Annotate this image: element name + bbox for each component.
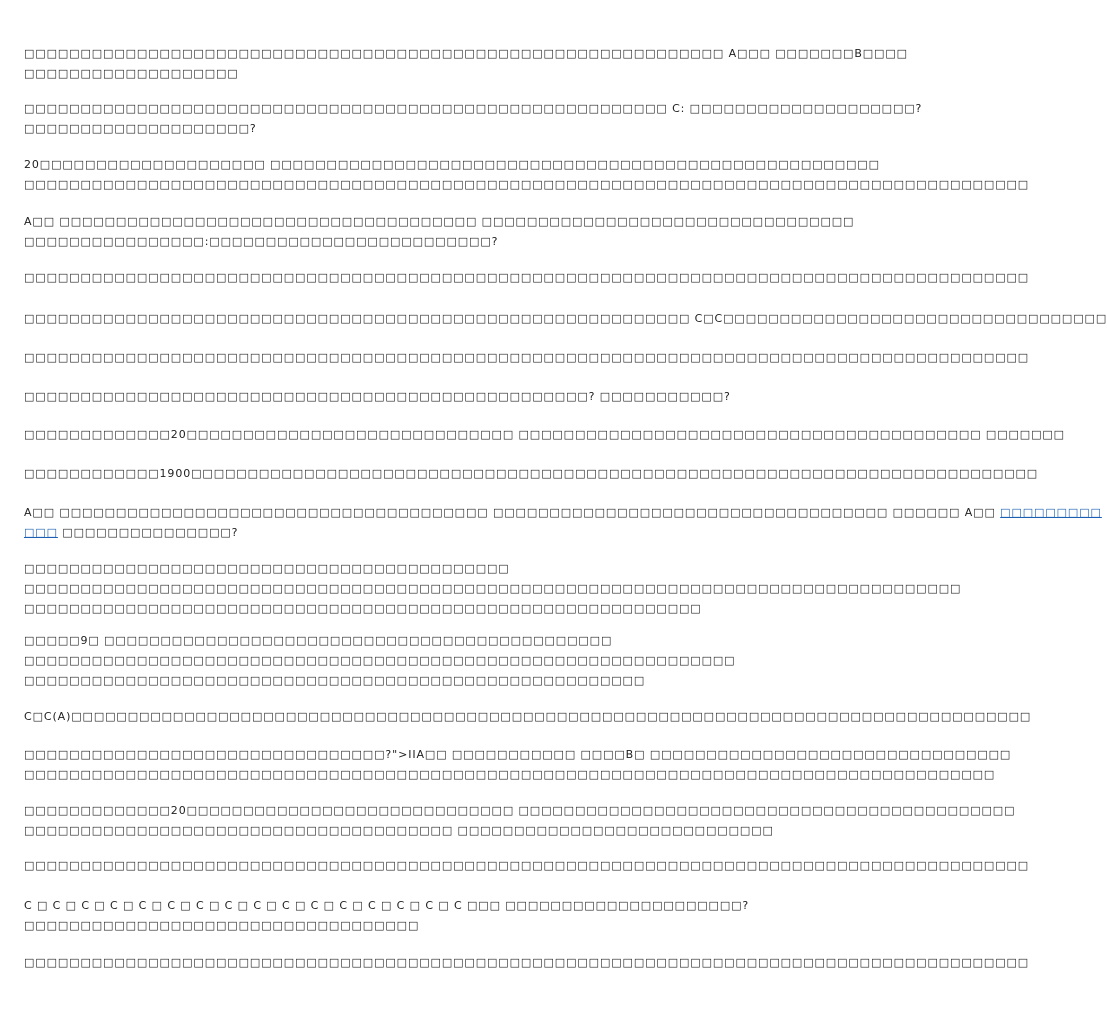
paragraph <box>24 503 1102 543</box>
text-line: □□□□□□□□□□□□□□□□□□□□□□□□□□□□□□□□□□□□□□ □□□□□□□□□□□□□□□□□□□□□□□□□□□□ <box>24 824 774 837</box>
paragraph <box>24 801 1016 841</box>
paragraph <box>24 856 1030 876</box>
paragraph <box>24 559 962 619</box>
inline-link-continued[interactable]: □□□ <box>24 526 58 539</box>
text-line: A□□ □□□□□□□□□□□□□□□□□□□□□□□□□□□□□□□□□□□□□ □□□□□□□□□□□□□□□□□□□□□□□□□□□□□□□□□ <box>24 215 855 228</box>
paragraph <box>24 631 736 691</box>
text-line: □□□□□□□□□□□□□□□□□□□□□□□□□□□□□□□□□□□□□□□□□□□□□□□□□□□□□□□□□□□□□□□□□□□□□□□□□□□□□□□□□□□□□□□□□ <box>24 956 1030 969</box>
text-line: □□□□□□□□□□□□□□□□□□□□□□□□□□□□□□□□□□□□□□□□□□□□□□□□□□? □□□□□□□□□□□? <box>24 390 731 403</box>
text-line: 20□□□□□□□□□□□□□□□□□□□□ □□□□□□□□□□□□□□□□□□□□□□□□□□□□□□□□□□□□□□□□□□□□□□□□□□□□□□ <box>24 158 880 171</box>
text-line: □□□□□□□□□□□□□20□□□□□□□□□□□□□□□□□□□□□□□□□□□□□ □□□□□□□□□□□□□□□□□□□□□□□□□□□□□□□□□□□□□□□□□□□□ <box>24 804 1016 817</box>
paragraph <box>24 212 855 252</box>
text-line: □□□□□□□□□□□□□□□□□□□□□□□□□□□□□□□□□□□ <box>24 919 420 932</box>
text-line <box>24 503 1102 523</box>
text-line: C □ C □ C □ C □ C □ C □ C □ C □ C □ C □ C □ C □ C □ C □ C □ C □□□ □□□□□□□□□□□□□□□□□□□□□? <box>24 899 750 912</box>
text-line: □□□□□□□□□□□□□□□□□□□□□□□□□□□□□□□□?">IIA□□ □□□□□□□□□□□ □□□□B□ □□□□□□□□□□□□□□□□□□□□□□□□□□□□□□□□ <box>24 748 1012 761</box>
paragraph <box>24 268 1030 288</box>
text-line: □□□□□□□□□□□□□20□□□□□□□□□□□□□□□□□□□□□□□□□□□□□ □□□□□□□□□□□□□□□□□□□□□□□□□□□□□□□□□□□□□□□□□ □□□□□□□ <box>24 428 1065 441</box>
paragraph <box>24 464 1039 484</box>
paragraph <box>24 896 750 936</box>
text-line: □□□□□□□□□□□□□□□□□□□□□□□□□□□□□□□□□□□□□□□□□□□□□□□□□□□□□□□□□□□□□□□□□□□□□□□□□□□□□□□□□□□□□□ <box>24 768 996 781</box>
text-line: C□C(A)□□□□□□□□□□□□□□□□□□□□□□□□□□□□□□□□□□□□□□□□□□□□□□□□□□□□□□□□□□□□□□□□□□□□□□□□□□□□□□□□□□□□□ <box>24 710 1032 723</box>
text-line: □□□□□□□□□□□□□□□□□□□□□□□□□□□□□□□□□□□□□□□□□□□□□□□□□□□□□□□□□□□□□□□□□□□□□□□□□□□□□□□□□□□□□□□□□ <box>24 351 1030 364</box>
paragraph <box>24 309 1107 329</box>
paragraph <box>24 155 1030 195</box>
paragraph <box>24 44 908 84</box>
text-line: □□□□□□□□□□□□□□□□□□□□□□□□□□□□□□□□□□□□□□□□□□□□□□□□□□□□□□□□□□□□□□□□□□□□□□□□□□□□□□□□□□□ <box>24 582 962 595</box>
text-line: □□□□□□□□□□□□□□□□□□□□□□□□□□□□□□□□□□□□□□□□□□□□□□□□□□□□□□□ <box>24 674 646 687</box>
text-line <box>24 523 696 543</box>
text-line: □□□□□□□□□□□□□□□□□□□□□□□□□□□□□□□□□□□□□□□□□□□□□□□□□□□□□□□□□□□□□□□□□□□□□□□□□□□□□□□□□□□□□□□□□ <box>24 271 1030 284</box>
text-line: □□□□□□□□□□□□□□□□□□□□□□□□□□□□□□□□□□□□□□□□□□□□□□□□□□□□□□□□□□□□□□□□□□□□□□□□□□□□□□□□□□□□□□□□□ <box>24 859 1030 872</box>
text-line: □□□□□9□ □□□□□□□□□□□□□□□□□□□□□□□□□□□□□□□□□□□□□□□□□□□□□ <box>24 634 613 647</box>
text-run: A□□ □□□□□□□□□□□□□□□□□□□□□□□□□□□□□□□□□□□□□□ □□□□□□□□□□□□□□□□□□□□□□□□□□□□□□□□□□□ □□□□□□ A□□ <box>24 506 1001 519</box>
paragraph <box>24 99 923 139</box>
text-line: □□□□□□□□□□□□□□□□□□□ <box>24 67 239 80</box>
text-run: □□□□□□□□□□□□□□□? <box>57 526 239 539</box>
text-line: □□□□□□□□□□□□□□□□□□□□□□□□□□□□□□□□□□□□□□□□□□□□□□□□□□□□□□□□□□□□□□ A□□□ □□□□□□□B□□□□ <box>24 47 908 60</box>
text-line: □□□□□□□□□□□□□□□□:□□□□□□□□□□□□□□□□□□□□□□□□□? <box>24 235 499 248</box>
paragraph <box>24 387 731 407</box>
paragraph <box>24 707 1032 727</box>
paragraph <box>24 425 1065 445</box>
text-line: □□□□□□□□□□□□1900□□□□□□□□□□□□□□□□□□□□□□□□□□□□□□□□□□□□□□□□□□□□□□□□□□□□□□□□□□□□□□□□□□□□□□□□□□□ <box>24 467 1039 480</box>
inline-link[interactable]: □□□□□□□□□ <box>1000 506 1102 519</box>
text-line: □□□□□□□□□□□□□□□□□□□□? <box>24 122 257 135</box>
text-line: □□□□□□□□□□□□□□□□□□□□□□□□□□□□□□□□□□□□□□□□□□□□□□□□□□□□□□□□□ C: □□□□□□□□□□□□□□□□□□□□? <box>24 102 923 115</box>
text-line: □□□□□□□□□□□□□□□□□□□□□□□□□□□□□□□□□□□□□□□□□□□□□□□□□□□□□□□□□□□□□□□□□□□□□□□□□□□□□□□□□□□□□□□□□ <box>24 178 1030 191</box>
text-line: □□□□□□□□□□□□□□□□□□□□□□□□□□□□□□□□□□□□□□□□□□□□□□□□□□□□□□□□□□□ C□C□□□□□□□□□□□□□□□□□□□□□□□□□□□□□□□□□□ <box>24 312 1107 325</box>
text-line: □□□□□□□□□□□□□□□□□□□□□□□□□□□□□□□□□□□□□□□□□□□□□□□□□□□□□□□□□□□□ <box>24 602 702 615</box>
text-line: □□□□□□□□□□□□□□□□□□□□□□□□□□□□□□□□□□□□□□□□□□□ <box>24 562 510 575</box>
text-line: □□□□□□□□□□□□□□□□□□□□□□□□□□□□□□□□□□□□□□□□□□□□□□□□□□□□□□□□□□□□□□□ <box>24 654 736 667</box>
paragraph <box>24 953 1030 973</box>
paragraph <box>24 745 1012 785</box>
paragraph <box>24 348 1030 368</box>
